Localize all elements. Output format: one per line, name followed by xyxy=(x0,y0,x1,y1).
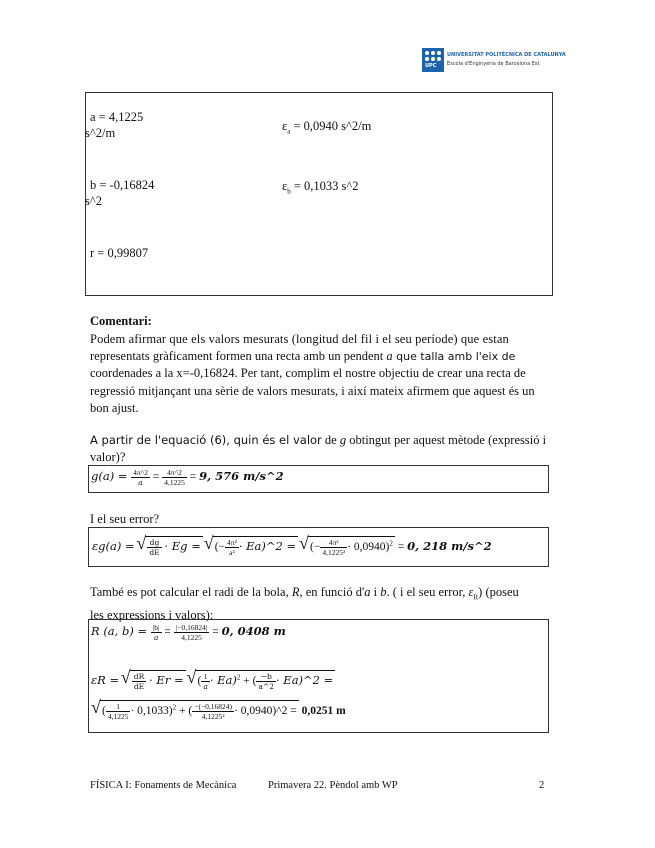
comment-line-4: regressió mitjançant una sèrie de valors mesurats, i així mateix afirmem que aquest és un xyxy=(90,383,535,398)
upc-logo xyxy=(422,48,566,74)
a-value: a = 4,1225 xyxy=(90,110,144,124)
question3-text: També es pot calcular el radi de la bola, R, en funció d'a i b. ( i el seu error, $\varepsilon_R$) (poseu les expressions i valors): xyxy=(90,585,519,622)
eg-result: 0, 218 m/s^2 xyxy=(407,539,492,554)
eR-numeric: √ ( $\frac{1}{4,1225}$ · 0,1033)$^2$ + ( $\frac{-(-0,16824)}{\text{4,1225²}}$ · 0,0940)^2 = 0,0251 m xyxy=(93,700,346,721)
logo-school-name: Escola d'Enginyeria de Barcelona Est xyxy=(447,61,540,67)
footer-page-number: 2 xyxy=(539,780,545,791)
logo-university-name: UNIVERSITAT POLITÈCNICA DE CATALUNYA xyxy=(447,52,566,58)
r-value: r = 0,99807 xyxy=(90,246,149,260)
logo-mark-text: UPC xyxy=(425,63,437,69)
comment-line-2: representats gràficament formen una recta amb un pendent a que talla amb l'eix de xyxy=(90,349,516,364)
comment-body xyxy=(90,331,547,417)
ea-value: $\varepsilon_a = 0,0940$ s^2/m xyxy=(282,119,372,136)
comment-line-1: Podem afirmar que els valors mesurats (longitud del fil i el seu període) que estan xyxy=(90,332,509,346)
g-formula: g(a) = $\frac{4\pi\^{}2}{a}$ = $\frac{4\pi\^{}2}{4,1225}$ = 9, 576 m/s^2 xyxy=(91,468,284,487)
eR-result: 0,0251 m xyxy=(301,705,346,718)
footer-course: FÍSICA I: Fonaments de Mecànica xyxy=(90,780,237,791)
question2-text: I el seu error? xyxy=(90,512,160,526)
question1-text: A partir de l'equació (6), quin és el valor de g obtingut per aquest mètode (expressió i valor)? xyxy=(90,433,547,464)
comment-line-5: bon ajust. xyxy=(90,400,139,415)
footer-topic: Primavera 22. Pèndol amb WP xyxy=(268,780,398,791)
R-result: 0, 0408 m xyxy=(221,624,286,639)
eb-value: $\varepsilon_b = 0,1033$ s^2 xyxy=(282,179,359,196)
comment-title: Comentari: xyxy=(90,314,152,328)
eR-formula: εR = √ $\frac{dR}{dE}$ · Er = √ ( $\frac{1}{a}$ · Ea)$^2$ + ( $\frac{-b}{a\^{}2}$ · Ea)^2 = xyxy=(91,670,335,691)
R-formula: R (a, b) = $\frac{|b|}{a}$ = $\frac{|-0,16824|}{4,1225}$ = 0, 0408 m xyxy=(91,623,286,642)
b-unit: s^2 xyxy=(85,194,102,208)
b-value: b = -0,16824 xyxy=(90,178,155,192)
comment-line-3: coordenades a la x=-0,16824. Per tant, complim el nostre objectiu de crear una recta de xyxy=(90,366,526,381)
eg-formula: εg(a) = √ $\frac{dg}{dE}$ · Eg = √ (− $\frac{\text{4π²}}{\text{a²}}$ · Ea)^2 = √ (− $\frac{\text{4π²}}{\text{4,1225²}}$ · 0,0940)$^2$ = 0, 218 m/s^2 xyxy=(92,536,492,557)
a-unit: s^2/m xyxy=(85,126,116,140)
g-result: 9, 576 m/s^2 xyxy=(199,469,284,484)
